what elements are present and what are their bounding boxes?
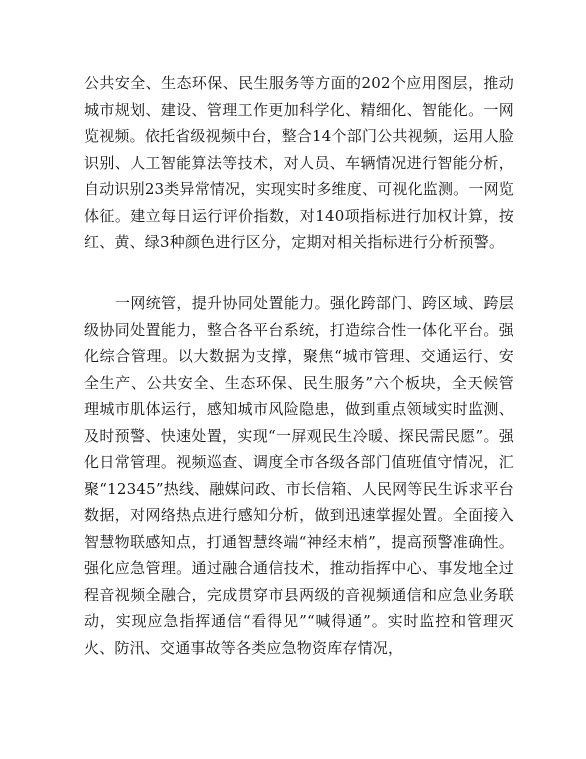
paragraph-city-management-layers: 公共安全、生态环保、民生服务等方面的202个应用图层，推动城市规划、建设、管理工作更加科学化、精细化、智能化。一网览视频。依托省级视频中台，整合14个部门公共视频，运用人脸识别、人工智能算法等技术，对人员、车辆情况进行智能分析，自动识别23类异常情况，实现实时多维度、可视化监测。一网览体征。建立每日运行评价指数，对140项指标进行加权计算，按红、黄、绿3种颜色进行区分，定期对相关指标进行分析预警。 bbox=[84, 74, 514, 251]
paragraph-unified-management: 一网统管，提升协同处置能力。强化跨部门、跨区域、跨层级协同处置能力，整合各平台系统，打造综合性一体化平台。强化综合管理。以大数据为支撑，聚焦“城市管理、交通运行、安全生产、公共安全、生态环保、民生服务”六个板块，全天候管理城市肌体运行，感知城市风险隐患，做到重点领域实时监测、及时预警、快速处置，实现“一屏观民生冷暖、探民需民愿”。强化日常管理。视频巡查、调度全市各级各部门值班值守情况，汇聚“12345”热线、融媒问政、市长信箱、人民网等民生诉求平台数据，对网络热点进行感知分析，做到迅速掌握处置。全面接入智慧物联感知点，打通智慧终端“神经末梢”，提高预警准确性。强化应急管理。通过融合通信技术，推动指挥中心、事发地全过程音视频全融合，完成贯穿市县两级的音视频通信和应急业务联动，实现应急指挥通信“看得见”“喊得通”。实时监控和管理灭火、防汛、交通事故等各类应急物资库存情况， bbox=[84, 294, 514, 657]
